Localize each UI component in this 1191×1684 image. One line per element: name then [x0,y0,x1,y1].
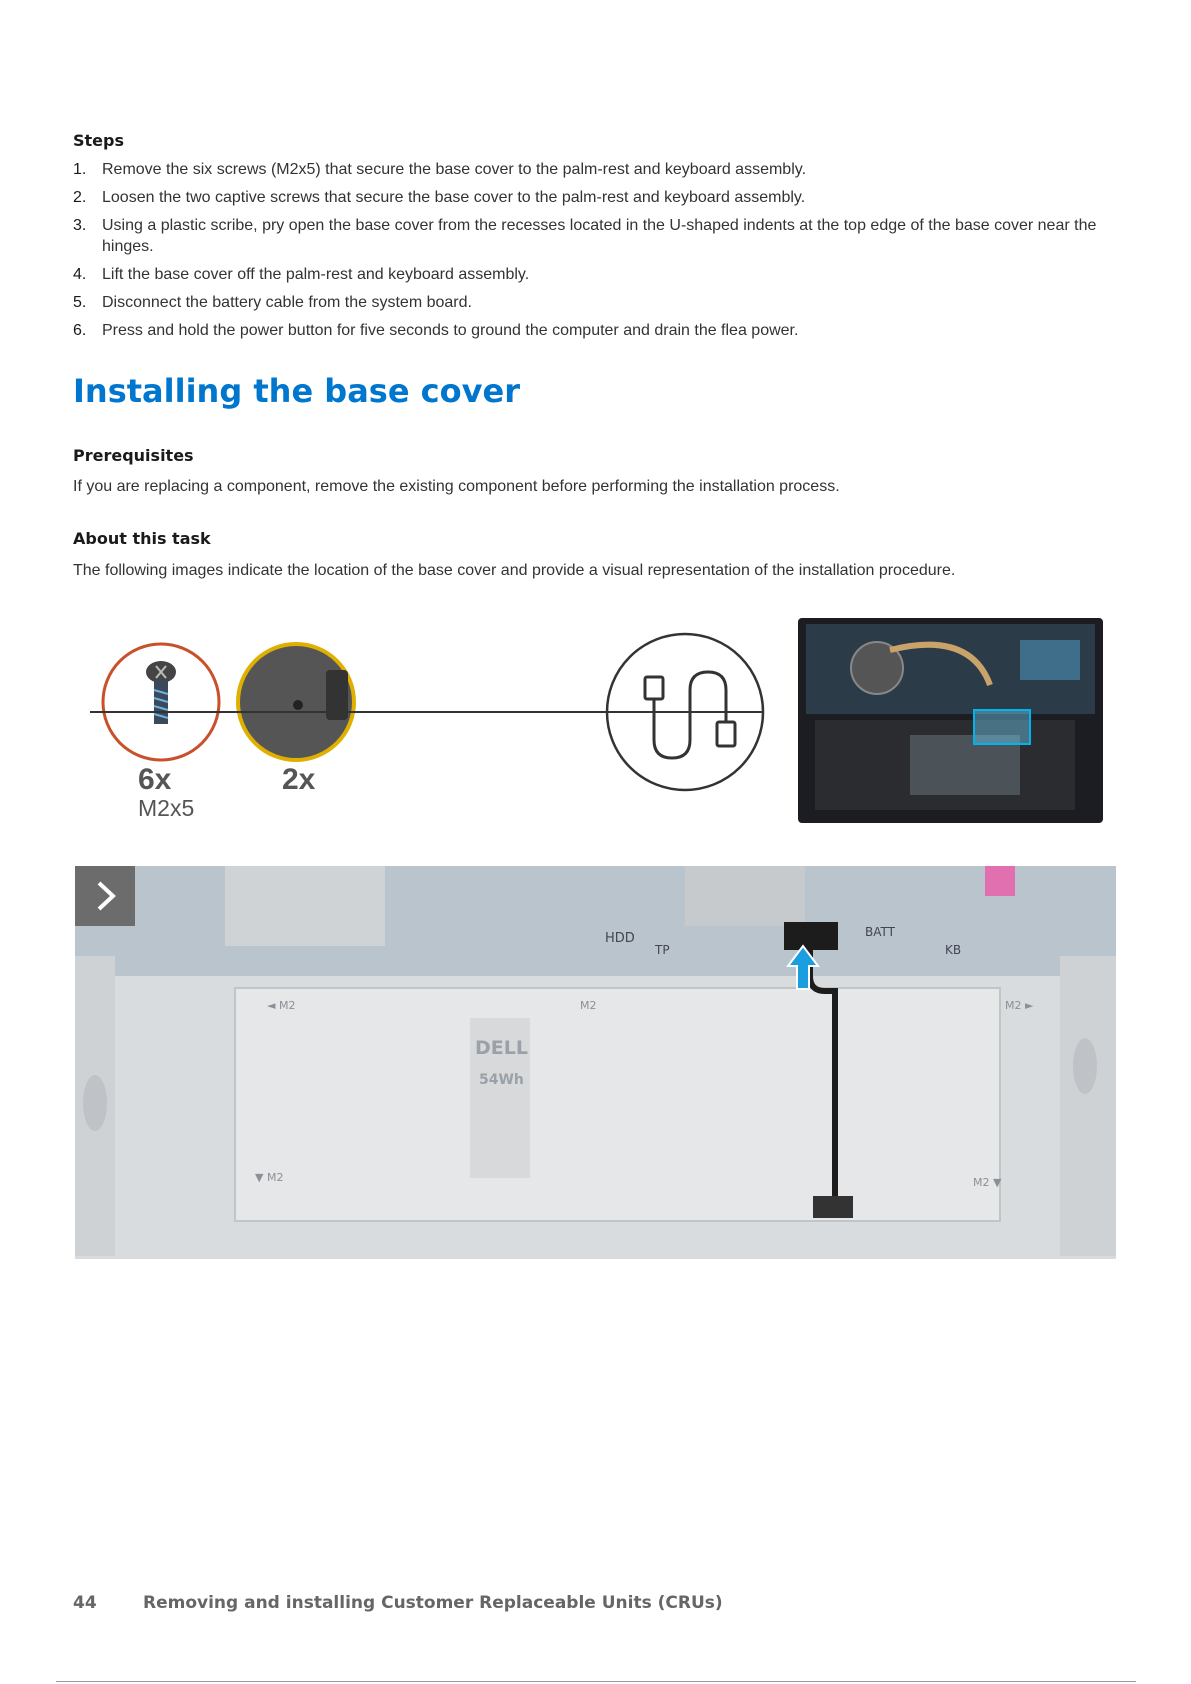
battery-screw-label: M2 [580,999,597,1012]
section-title: Installing the base cover [73,372,520,410]
board-label-hdd: HDD [605,931,635,946]
overview-figure [90,610,1110,825]
prerequisites-heading: Prerequisites [73,446,194,465]
step-item [73,320,1103,341]
step-number: 3. [73,217,87,234]
step-item [73,215,1103,257]
board-label-batt: BATT [865,925,895,939]
speaker-left [83,1075,107,1131]
step-item [73,187,1103,208]
laptop-overview-image [798,618,1103,823]
battery-cable-end [813,1196,853,1218]
battery [235,988,1000,1221]
captive-screw-icon [293,700,303,710]
captive-count-label: 2x [282,763,316,796]
battery-capacity: 54Wh [479,1072,524,1088]
footer-rule [56,1681,1136,1682]
board-label-tp: TP [655,943,670,957]
battery-screw-label: M2 ► [1005,999,1034,1012]
step-item [73,292,1103,313]
screw-type-label: M2x5 [138,795,195,821]
page-number: 44 [73,1593,97,1613]
board-label-kb: KB [945,943,962,957]
screw-callout [103,644,219,821]
speaker-right [1073,1038,1097,1094]
step-number: 2. [73,189,87,206]
about-heading: About this task [73,529,211,548]
battery-cable-connector [784,922,838,950]
battery-screw-label: M2 ▼ [973,1176,1002,1189]
step-text: Loosen the two captive screws that secure the base cover to the palm-rest and keyboard assembly. [102,189,806,206]
chapter-title: Removing and installing Customer Replaceable Units (CRUs) [143,1593,723,1613]
step-text: Press and hold the power button for five seconds to ground the computer and drain the flea power. [102,322,799,339]
steps-heading: Steps [73,131,124,150]
battery-brand: DELL [475,1037,528,1059]
step-item [73,264,1103,285]
step-text: Disconnect the battery cable from the system board. [102,294,472,311]
prerequisites-text: If you are replacing a component, remove the existing component before performing the installation process. [73,478,840,495]
battery-screw-label: ◄ M2 [267,999,296,1012]
step-item [73,159,1103,180]
step-number: 6. [73,322,87,339]
captive-screw-callout [238,644,354,796]
step-text: Lift the base cover off the palm-rest and keyboard assembly. [102,266,530,283]
step-text: Using a plastic scribe, pry open the base cover from the recesses located in the U-shaped indents at the top edge of the base cover near the hinges. [102,217,1097,255]
battery-screw-label: ▼ M2 [255,1171,284,1184]
screw-count-label: 6x [138,763,172,796]
next-step-indicator [75,866,135,926]
step-number: 4. [73,266,87,283]
steps-list [73,159,1103,348]
step-number: 1. [73,161,87,178]
battery-connector-highlight [974,710,1030,744]
about-text: The following images indicate the location of the base cover and provide a visual representation of the installation procedure. [73,562,956,579]
step-text: Remove the six screws (M2x5) that secure the base cover to the palm-rest and keyboard assembly. [102,161,807,178]
battery-cable-figure [75,866,1116,1259]
step-number: 5. [73,294,87,311]
